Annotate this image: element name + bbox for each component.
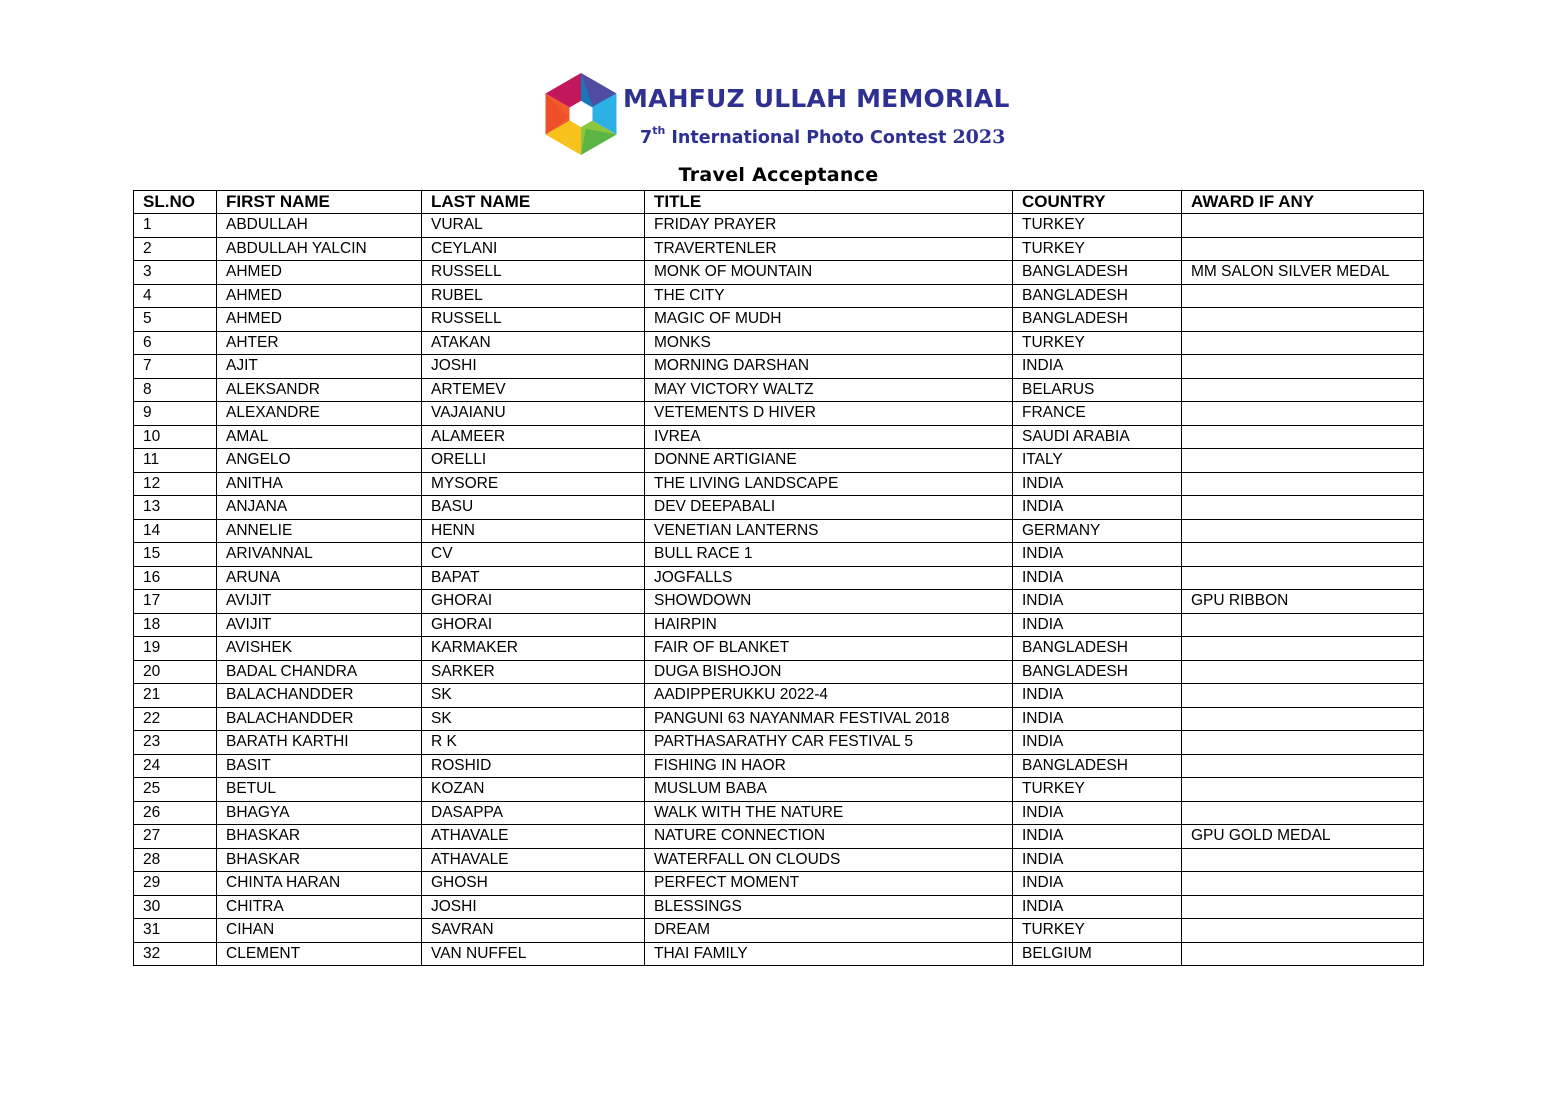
- table-row: [134, 684, 1424, 708]
- cell-country: INDIA: [1013, 613, 1182, 637]
- cell-first-name: BADAL CHANDRA: [217, 660, 422, 684]
- cell-title: PARTHASARATHY CAR FESTIVAL 5: [645, 731, 1013, 755]
- aperture-logo-icon: [540, 68, 622, 160]
- table-body: [134, 214, 1424, 966]
- cell-title: MUSLUM BABA: [645, 778, 1013, 802]
- table-row: [134, 261, 1424, 285]
- cell-sl-no: 21: [134, 684, 217, 708]
- cell-award: [1182, 778, 1424, 802]
- cell-country: BELGIUM: [1013, 942, 1182, 966]
- cell-title: BLESSINGS: [645, 895, 1013, 919]
- table-row: [134, 284, 1424, 308]
- cell-country: INDIA: [1013, 543, 1182, 567]
- cell-sl-no: 8: [134, 378, 217, 402]
- cell-last-name: ORELLI: [422, 449, 645, 473]
- cell-last-name: CEYLANI: [422, 237, 645, 261]
- cell-sl-no: 22: [134, 707, 217, 731]
- cell-last-name: DASAPPA: [422, 801, 645, 825]
- cell-award: [1182, 942, 1424, 966]
- cell-last-name: VAN NUFFEL: [422, 942, 645, 966]
- cell-award: [1182, 895, 1424, 919]
- table-row: [134, 895, 1424, 919]
- cell-sl-no: 24: [134, 754, 217, 778]
- cell-award: [1182, 801, 1424, 825]
- cell-first-name: AVIJIT: [217, 590, 422, 614]
- cell-last-name: RUSSELL: [422, 308, 645, 332]
- cell-country: TURKEY: [1013, 331, 1182, 355]
- cell-first-name: ANGELO: [217, 449, 422, 473]
- cell-first-name: AVIJIT: [217, 613, 422, 637]
- edition-number: 7: [640, 128, 653, 148]
- edition-suffix: th: [652, 124, 666, 137]
- cell-title: IVREA: [645, 425, 1013, 449]
- table-row: [134, 942, 1424, 966]
- cell-sl-no: 26: [134, 801, 217, 825]
- cell-award: [1182, 543, 1424, 567]
- cell-first-name: CHINTA HARAN: [217, 872, 422, 896]
- cell-first-name: AHMED: [217, 284, 422, 308]
- table-row: [134, 425, 1424, 449]
- cell-last-name: KARMAKER: [422, 637, 645, 661]
- acceptance-table: [133, 190, 1424, 966]
- cell-last-name: ROSHID: [422, 754, 645, 778]
- cell-last-name: SARKER: [422, 660, 645, 684]
- table-row: [134, 801, 1424, 825]
- table-row: [134, 919, 1424, 943]
- cell-last-name: HENN: [422, 519, 645, 543]
- cell-title: HAIRPIN: [645, 613, 1013, 637]
- cell-country: INDIA: [1013, 825, 1182, 849]
- cell-country: SAUDI ARABIA: [1013, 425, 1182, 449]
- cell-last-name: GHORAI: [422, 613, 645, 637]
- table-header-row: [134, 191, 1424, 214]
- table-row: [134, 308, 1424, 332]
- cell-sl-no: 25: [134, 778, 217, 802]
- cell-country: BANGLADESH: [1013, 754, 1182, 778]
- cell-award: [1182, 331, 1424, 355]
- cell-first-name: ARIVANNAL: [217, 543, 422, 567]
- cell-title: NATURE CONNECTION: [645, 825, 1013, 849]
- cell-first-name: AMAL: [217, 425, 422, 449]
- cell-award: [1182, 496, 1424, 520]
- cell-title: PERFECT MOMENT: [645, 872, 1013, 896]
- cell-last-name: KOZAN: [422, 778, 645, 802]
- cell-title: FRIDAY PRAYER: [645, 214, 1013, 238]
- cell-first-name: ANITHA: [217, 472, 422, 496]
- cell-award: [1182, 613, 1424, 637]
- cell-country: BANGLADESH: [1013, 261, 1182, 285]
- cell-sl-no: 18: [134, 613, 217, 637]
- cell-first-name: AHMED: [217, 261, 422, 285]
- cell-country: BELARUS: [1013, 378, 1182, 402]
- cell-last-name: JOSHI: [422, 355, 645, 379]
- cell-country: TURKEY: [1013, 778, 1182, 802]
- contest-title: MAHFUZ ULLAH MEMORIAL: [623, 84, 1010, 113]
- cell-sl-no: 5: [134, 308, 217, 332]
- table-row: [134, 660, 1424, 684]
- table-row: [134, 754, 1424, 778]
- cell-last-name: SK: [422, 707, 645, 731]
- cell-sl-no: 7: [134, 355, 217, 379]
- cell-sl-no: 15: [134, 543, 217, 567]
- cell-first-name: BARATH KARTHI: [217, 731, 422, 755]
- cell-first-name: BETUL: [217, 778, 422, 802]
- table-row: [134, 449, 1424, 473]
- cell-award: [1182, 449, 1424, 473]
- cell-sl-no: 20: [134, 660, 217, 684]
- cell-last-name: R K: [422, 731, 645, 755]
- cell-sl-no: 13: [134, 496, 217, 520]
- cell-first-name: ARUNA: [217, 566, 422, 590]
- cell-country: INDIA: [1013, 895, 1182, 919]
- cell-title: DUGA BISHOJON: [645, 660, 1013, 684]
- cell-title: MAGIC OF MUDH: [645, 308, 1013, 332]
- section-title: [0, 164, 1557, 186]
- cell-first-name: BALACHANDDER: [217, 707, 422, 731]
- cell-title: THE CITY: [645, 284, 1013, 308]
- cell-first-name: BHAGYA: [217, 801, 422, 825]
- cell-country: INDIA: [1013, 472, 1182, 496]
- column-header-award: AWARD IF ANY: [1182, 191, 1424, 214]
- cell-sl-no: 17: [134, 590, 217, 614]
- cell-country: ITALY: [1013, 449, 1182, 473]
- cell-title: JOGFALLS: [645, 566, 1013, 590]
- table-row: [134, 543, 1424, 567]
- cell-country: TURKEY: [1013, 214, 1182, 238]
- cell-title: MONKS: [645, 331, 1013, 355]
- cell-country: BANGLADESH: [1013, 660, 1182, 684]
- cell-country: GERMANY: [1013, 519, 1182, 543]
- cell-award: GPU GOLD MEDAL: [1182, 825, 1424, 849]
- cell-country: INDIA: [1013, 801, 1182, 825]
- cell-sl-no: 31: [134, 919, 217, 943]
- cell-first-name: BHASKAR: [217, 825, 422, 849]
- column-header-first-name: FIRST NAME: [217, 191, 422, 214]
- cell-first-name: BALACHANDDER: [217, 684, 422, 708]
- cell-first-name: ANJANA: [217, 496, 422, 520]
- cell-country: INDIA: [1013, 684, 1182, 708]
- table-row: [134, 519, 1424, 543]
- cell-country: INDIA: [1013, 496, 1182, 520]
- cell-last-name: ATAKAN: [422, 331, 645, 355]
- cell-award: [1182, 355, 1424, 379]
- cell-award: [1182, 425, 1424, 449]
- cell-first-name: CIHAN: [217, 919, 422, 943]
- cell-award: [1182, 731, 1424, 755]
- cell-title: DONNE ARTIGIANE: [645, 449, 1013, 473]
- cell-award: MM SALON SILVER MEDAL: [1182, 261, 1424, 285]
- cell-last-name: VURAL: [422, 214, 645, 238]
- cell-award: [1182, 919, 1424, 943]
- cell-last-name: VAJAIANU: [422, 402, 645, 426]
- cell-award: [1182, 707, 1424, 731]
- cell-country: INDIA: [1013, 590, 1182, 614]
- cell-last-name: ARTEMEV: [422, 378, 645, 402]
- cell-first-name: ABDULLAH YALCIN: [217, 237, 422, 261]
- cell-first-name: AVISHEK: [217, 637, 422, 661]
- cell-award: [1182, 566, 1424, 590]
- table-row: [134, 872, 1424, 896]
- cell-award: [1182, 214, 1424, 238]
- cell-title: MAY VICTORY WALTZ: [645, 378, 1013, 402]
- cell-title: WALK WITH THE NATURE: [645, 801, 1013, 825]
- table-row: [134, 848, 1424, 872]
- cell-sl-no: 14: [134, 519, 217, 543]
- cell-last-name: SAVRAN: [422, 919, 645, 943]
- cell-sl-no: 19: [134, 637, 217, 661]
- cell-sl-no: 11: [134, 449, 217, 473]
- cell-title: SHOWDOWN: [645, 590, 1013, 614]
- contest-header: [540, 66, 1030, 162]
- cell-title: FAIR OF BLANKET: [645, 637, 1013, 661]
- cell-award: [1182, 872, 1424, 896]
- cell-country: INDIA: [1013, 707, 1182, 731]
- cell-last-name: BASU: [422, 496, 645, 520]
- cell-award: [1182, 308, 1424, 332]
- table-row: [134, 566, 1424, 590]
- cell-last-name: CV: [422, 543, 645, 567]
- cell-first-name: CHITRA: [217, 895, 422, 919]
- table-row: [134, 402, 1424, 426]
- cell-sl-no: 6: [134, 331, 217, 355]
- table-row: [134, 707, 1424, 731]
- cell-award: [1182, 284, 1424, 308]
- cell-last-name: RUSSELL: [422, 261, 645, 285]
- cell-title: DEV DEEPABALI: [645, 496, 1013, 520]
- column-header-title: TITLE: [645, 191, 1013, 214]
- cell-country: INDIA: [1013, 848, 1182, 872]
- cell-sl-no: 2: [134, 237, 217, 261]
- cell-last-name: ALAMEER: [422, 425, 645, 449]
- cell-last-name: RUBEL: [422, 284, 645, 308]
- cell-title: DREAM: [645, 919, 1013, 943]
- cell-last-name: ATHAVALE: [422, 825, 645, 849]
- cell-last-name: GHORAI: [422, 590, 645, 614]
- cell-first-name: ALEKSANDR: [217, 378, 422, 402]
- cell-sl-no: 32: [134, 942, 217, 966]
- cell-title: VENETIAN LANTERNS: [645, 519, 1013, 543]
- cell-award: [1182, 519, 1424, 543]
- cell-country: FRANCE: [1013, 402, 1182, 426]
- cell-first-name: AHTER: [217, 331, 422, 355]
- cell-title: TRAVERTENLER: [645, 237, 1013, 261]
- cell-award: [1182, 237, 1424, 261]
- cell-country: INDIA: [1013, 872, 1182, 896]
- cell-title: AADIPPERUKKU 2022-4: [645, 684, 1013, 708]
- cell-award: [1182, 684, 1424, 708]
- cell-first-name: AHMED: [217, 308, 422, 332]
- table-row: [134, 214, 1424, 238]
- cell-title: BULL RACE 1: [645, 543, 1013, 567]
- table-row: [134, 237, 1424, 261]
- cell-country: TURKEY: [1013, 919, 1182, 943]
- table-row: [134, 331, 1424, 355]
- table-row: [134, 637, 1424, 661]
- cell-sl-no: 16: [134, 566, 217, 590]
- cell-country: BANGLADESH: [1013, 637, 1182, 661]
- cell-country: BANGLADESH: [1013, 284, 1182, 308]
- cell-sl-no: 12: [134, 472, 217, 496]
- cell-award: [1182, 472, 1424, 496]
- cell-award: [1182, 402, 1424, 426]
- cell-sl-no: 27: [134, 825, 217, 849]
- cell-sl-no: 28: [134, 848, 217, 872]
- cell-last-name: MYSORE: [422, 472, 645, 496]
- contest-year: 2023: [952, 126, 1006, 148]
- cell-award: [1182, 637, 1424, 661]
- cell-sl-no: 23: [134, 731, 217, 755]
- cell-award: [1182, 754, 1424, 778]
- cell-title: VETEMENTS D HIVER: [645, 402, 1013, 426]
- table-row: [134, 378, 1424, 402]
- table-row: [134, 825, 1424, 849]
- column-header-sl-no: SL.NO: [134, 191, 217, 214]
- cell-title: PANGUNI 63 NAYANMAR FESTIVAL 2018: [645, 707, 1013, 731]
- column-header-country: COUNTRY: [1013, 191, 1182, 214]
- cell-sl-no: 10: [134, 425, 217, 449]
- cell-title: FISHING IN HAOR: [645, 754, 1013, 778]
- contest-name: International Photo Contest: [671, 128, 947, 148]
- cell-sl-no: 30: [134, 895, 217, 919]
- table-row: [134, 590, 1424, 614]
- cell-last-name: ATHAVALE: [422, 848, 645, 872]
- cell-country: BANGLADESH: [1013, 308, 1182, 332]
- cell-last-name: SK: [422, 684, 645, 708]
- cell-sl-no: 4: [134, 284, 217, 308]
- cell-first-name: BHASKAR: [217, 848, 422, 872]
- cell-sl-no: 1: [134, 214, 217, 238]
- cell-title: WATERFALL ON CLOUDS: [645, 848, 1013, 872]
- cell-sl-no: 3: [134, 261, 217, 285]
- cell-country: INDIA: [1013, 566, 1182, 590]
- cell-country: INDIA: [1013, 731, 1182, 755]
- contest-subtitle: [640, 126, 1005, 148]
- cell-first-name: ANNELIE: [217, 519, 422, 543]
- cell-first-name: BASIT: [217, 754, 422, 778]
- cell-title: THAI FAMILY: [645, 942, 1013, 966]
- cell-country: TURKEY: [1013, 237, 1182, 261]
- table-row: [134, 496, 1424, 520]
- cell-title: MORNING DARSHAN: [645, 355, 1013, 379]
- cell-award: [1182, 660, 1424, 684]
- cell-first-name: ALEXANDRE: [217, 402, 422, 426]
- table-row: [134, 472, 1424, 496]
- cell-sl-no: 29: [134, 872, 217, 896]
- cell-award: [1182, 378, 1424, 402]
- cell-last-name: GHOSH: [422, 872, 645, 896]
- cell-country: INDIA: [1013, 355, 1182, 379]
- cell-first-name: AJIT: [217, 355, 422, 379]
- cell-award: [1182, 848, 1424, 872]
- table-row: [134, 613, 1424, 637]
- section-title-text: Travel Acceptance: [678, 164, 879, 186]
- table-row: [134, 731, 1424, 755]
- table-row: [134, 355, 1424, 379]
- cell-last-name: BAPAT: [422, 566, 645, 590]
- column-header-last-name: LAST NAME: [422, 191, 645, 214]
- cell-title: THE LIVING LANDSCAPE: [645, 472, 1013, 496]
- cell-first-name: ABDULLAH: [217, 214, 422, 238]
- cell-last-name: JOSHI: [422, 895, 645, 919]
- cell-title: MONK OF MOUNTAIN: [645, 261, 1013, 285]
- table-row: [134, 778, 1424, 802]
- cell-sl-no: 9: [134, 402, 217, 426]
- cell-award: GPU RIBBON: [1182, 590, 1424, 614]
- cell-first-name: CLEMENT: [217, 942, 422, 966]
